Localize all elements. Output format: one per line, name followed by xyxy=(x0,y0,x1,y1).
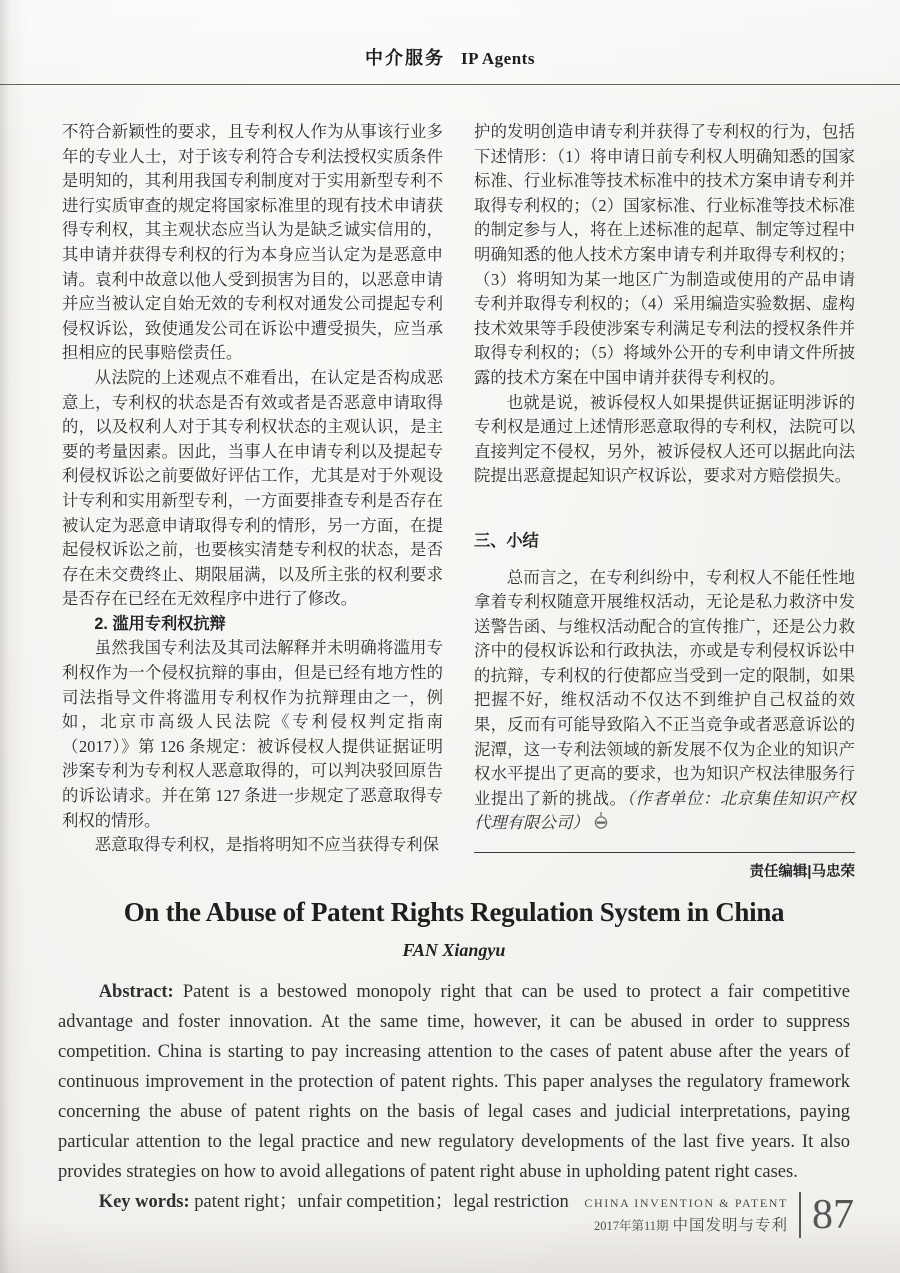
keywords-text: patent right；unfair competition；legal restriction xyxy=(189,1192,569,1212)
keywords-label: Key words: xyxy=(98,1192,190,1212)
english-abstract-section xyxy=(58,897,850,1217)
article-end-icon xyxy=(594,812,608,830)
paragraph-continuation: 不符合新颖性的要求，且专利权人作为从事该行业多年的专业人士，对于该专利符合专利法授权实质条件是明知的，其利用我国专利制度对于实用新型专利不进行实质审查的规定将国家标准里的现有技术申请获得专利权，其主观状态应当认为是缺乏诚实信用的，其申请并获得专利权的行为本身应当认定为是恶意申请。袁利中故意以他人受到损害为目的，以恶意申请并应当被认定自始无效的专利权对通发公司提起专利侵权诉讼，致使通发公司在诉讼中遭受损失，应当承担相应的民事赔偿责任。 xyxy=(62,122,443,363)
page-header xyxy=(0,44,900,70)
article-body xyxy=(62,120,855,881)
journal-name-cn xyxy=(584,1213,788,1235)
left-column xyxy=(62,120,443,881)
paragraph: 从法院的上述观点不难看出，在认定是否构成恶意上，专利权的状态是否有效或者是否恶意申请取得的，以及权利人对于其专利权状态的主观认识，是主要的考量因素。因此，当事人在申请专利以及提起专利侵权诉讼之前要做好评估工作，尤其是对于外观设计专利和实用新型专利，一方面要排查专利是否存在被认定为恶意申请取得专利的情形，另一方面，在提起侵权诉讼之前，也要核实清楚专利权的状态，是否存在未交费终止、期限届满，以及所主张的权利要求是否存在已经在无效程序中进行了修改。 xyxy=(62,367,443,609)
paragraph-continuation: 护的发明创造申请专利并获得了专利权的行为，包括下述情形：（1）将申请日前专利权人明确知悉的国家标准、行业标准等技术标准中的技术方案申请专利并取得专利权的；（2）国家标准、行业标准等技术标准的制定参与人，将在上述标准的起草、制定等过程中明确知悉的他人技术方案申请专利并取得专利权的；（3）将明知为某一地区广为制造或使用的产品申请专利并取得专利权的；（4）采用编造实验数据、虚构技术效果等手段使涉案专利满足专利法的授权条件并取得专利权的；（5）将域外公开的专利申请文件所披露的技术方案在中国申请并获得专利权的。 xyxy=(474,122,855,387)
english-title: On the Abuse of Patent Rights Regulation System in China xyxy=(123,897,785,927)
responsible-editor: 责任编辑|马忠荣 xyxy=(474,852,855,881)
subsection-heading-abuse-defense: 2. 滥用专利权抗辩 xyxy=(94,614,226,633)
journal-title-cn: 中国发明与专利 xyxy=(672,1216,788,1234)
section-title-cn: 中介服务 xyxy=(365,48,446,68)
author-affiliation-note: （作者单位：北京集佳知识产权代理有限公司） xyxy=(474,788,855,833)
journal-name-block xyxy=(584,1196,788,1235)
section-title-en: IP Agents xyxy=(461,49,535,68)
abstract-text: Patent is a bestowed monopoly right that can be used to protect a fair competitive advantage and foster innovation. At the same time, however, it can be abused in order to suppress competition. China is starting to pay increasing attention to the cases of patent abuse after the years of continuous improvement in the protection of patent rights. This paper analyses the regulatory framework concerning the abuse of patent rights on the basis of legal cases and judicial interpretations, paying particular attention to the legal practice and new regulatory developments of the last five years. It also provides strategies on how to avoid allegations of patent right abuse in upholding patent right cases. xyxy=(58,982,850,1182)
paragraph-summary xyxy=(474,566,855,837)
paragraph: 也就是说，被诉侵权人如果提供证据证明涉诉的专利权是通过上述情形恶意取得的专利权，法院可以直接判定不侵权，另外，被诉侵权人还可以据此向法院提出恶意提起知识产权诉讼，要求对方赔偿损失。 xyxy=(474,392,855,486)
page-footer xyxy=(584,1192,854,1238)
abstract-paragraph xyxy=(58,977,850,1187)
footer-divider xyxy=(799,1192,801,1238)
abstract-label: Abstract: xyxy=(98,982,174,1002)
english-author: FAN Xiangyu xyxy=(402,940,506,960)
journal-issue: 2017年第11期 xyxy=(593,1218,669,1233)
summary-text: 总而言之，在专利纠纷中，专利权人不能任性地拿着专利权随意开展维权活动，无论是私力救济中发送警告函、与维权活动配合的宣传推广，还是公力救济中的侵权诉讼和行政执法，亦或是专利侵权诉讼中的抗辩，专利权的行使都应当受到一定的限制，如果把握不好，维权活动不仅达不到维护自己权益的效果，反而有可能导致陷入不正当竞争或者恶意诉讼的泥潭，这一专利法领域的新发展不仅为企业的知识产权水平提出了更高的要求，也为知识产权法律服务行业提出了新的挑战。 xyxy=(474,567,855,808)
page-number: 87 xyxy=(812,1192,854,1238)
header-divider xyxy=(0,84,900,85)
paragraph-hanging: 恶意取得专利权，是指将明知不应当获得专利保 xyxy=(94,835,439,855)
section-heading-summary: 三、小结 xyxy=(474,531,539,550)
paragraph: 虽然我国专利法及其司法解释并未明确将滥用专利权作为一个侵权抗辩的事由，但是已经有地方性的司法指导文件将滥用专利权作为抗辩理由之一，例如，北京市高级人民法院《专利侵权判定指南（2017）》第 126 条规定：被诉侵权人提供证据证明涉案专利为专利权人恶意取得的，可以判决驳回原告的诉讼请求。并在第 127 条进一步规定了恶意取得专利权的情形。 xyxy=(62,638,443,830)
right-column xyxy=(474,120,855,881)
journal-name-en: CHINA INVENTION & PATENT xyxy=(584,1195,788,1210)
